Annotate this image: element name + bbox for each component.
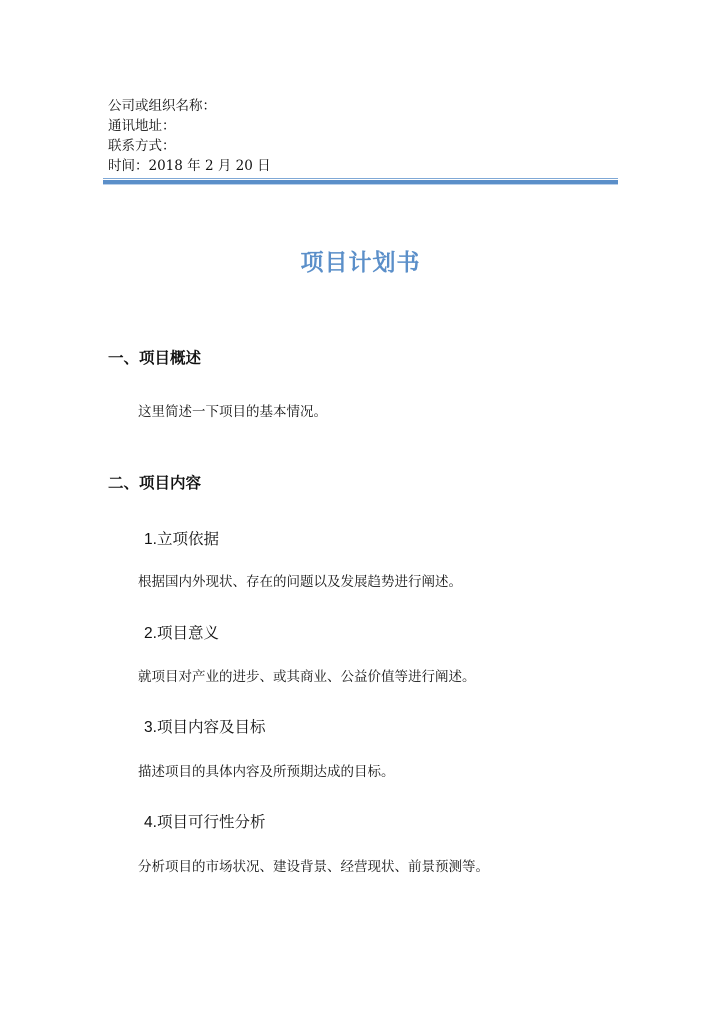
document-header <box>108 96 271 176</box>
subsection-title: 项目内容及目标 <box>156 718 266 736</box>
time-value: 2018 年 2 月 20 日 <box>148 158 271 174</box>
contact-line: 联系方式： <box>108 138 176 154</box>
subsection-title: 项目意义 <box>156 624 219 642</box>
document-title: 项目计划书 <box>300 249 421 276</box>
header-divider-shadow <box>103 184 618 185</box>
subsection-heading-basis <box>144 527 219 549</box>
subsection-number: 4. <box>144 814 157 831</box>
company-name-line: 公司或组织名称： <box>108 98 216 114</box>
subsection-heading-feasibility <box>144 810 265 832</box>
subsection-number: 2. <box>144 625 157 642</box>
overview-paragraph: 这里简述一下项目的基本情况。 <box>138 404 327 420</box>
time-label: 时间： <box>108 158 149 174</box>
header-divider-thin <box>103 178 618 179</box>
time-line <box>108 156 271 176</box>
section-heading-content: 二、项目内容 <box>108 473 202 492</box>
feasibility-paragraph: 分析项目的市场状况、建设背景、经营现状、前景预测等。 <box>138 859 489 875</box>
subsection-title: 立项依据 <box>156 530 219 548</box>
subsection-heading-goals <box>144 715 265 737</box>
subsection-number: 1. <box>144 531 157 548</box>
address-line: 通讯地址： <box>108 118 176 134</box>
basis-paragraph: 根据国内外现状、存在的问题以及发展趋势进行阐述。 <box>138 574 462 590</box>
section-heading-overview: 一、项目概述 <box>108 348 202 367</box>
significance-paragraph: 就项目对产业的进步、或其商业、公益价值等进行阐述。 <box>138 669 476 685</box>
subsection-heading-significance <box>144 621 219 643</box>
subsection-title: 项目可行性分析 <box>156 813 266 831</box>
subsection-number: 3. <box>144 719 157 736</box>
goals-paragraph: 描述项目的具体内容及所预期达成的目标。 <box>138 764 395 780</box>
